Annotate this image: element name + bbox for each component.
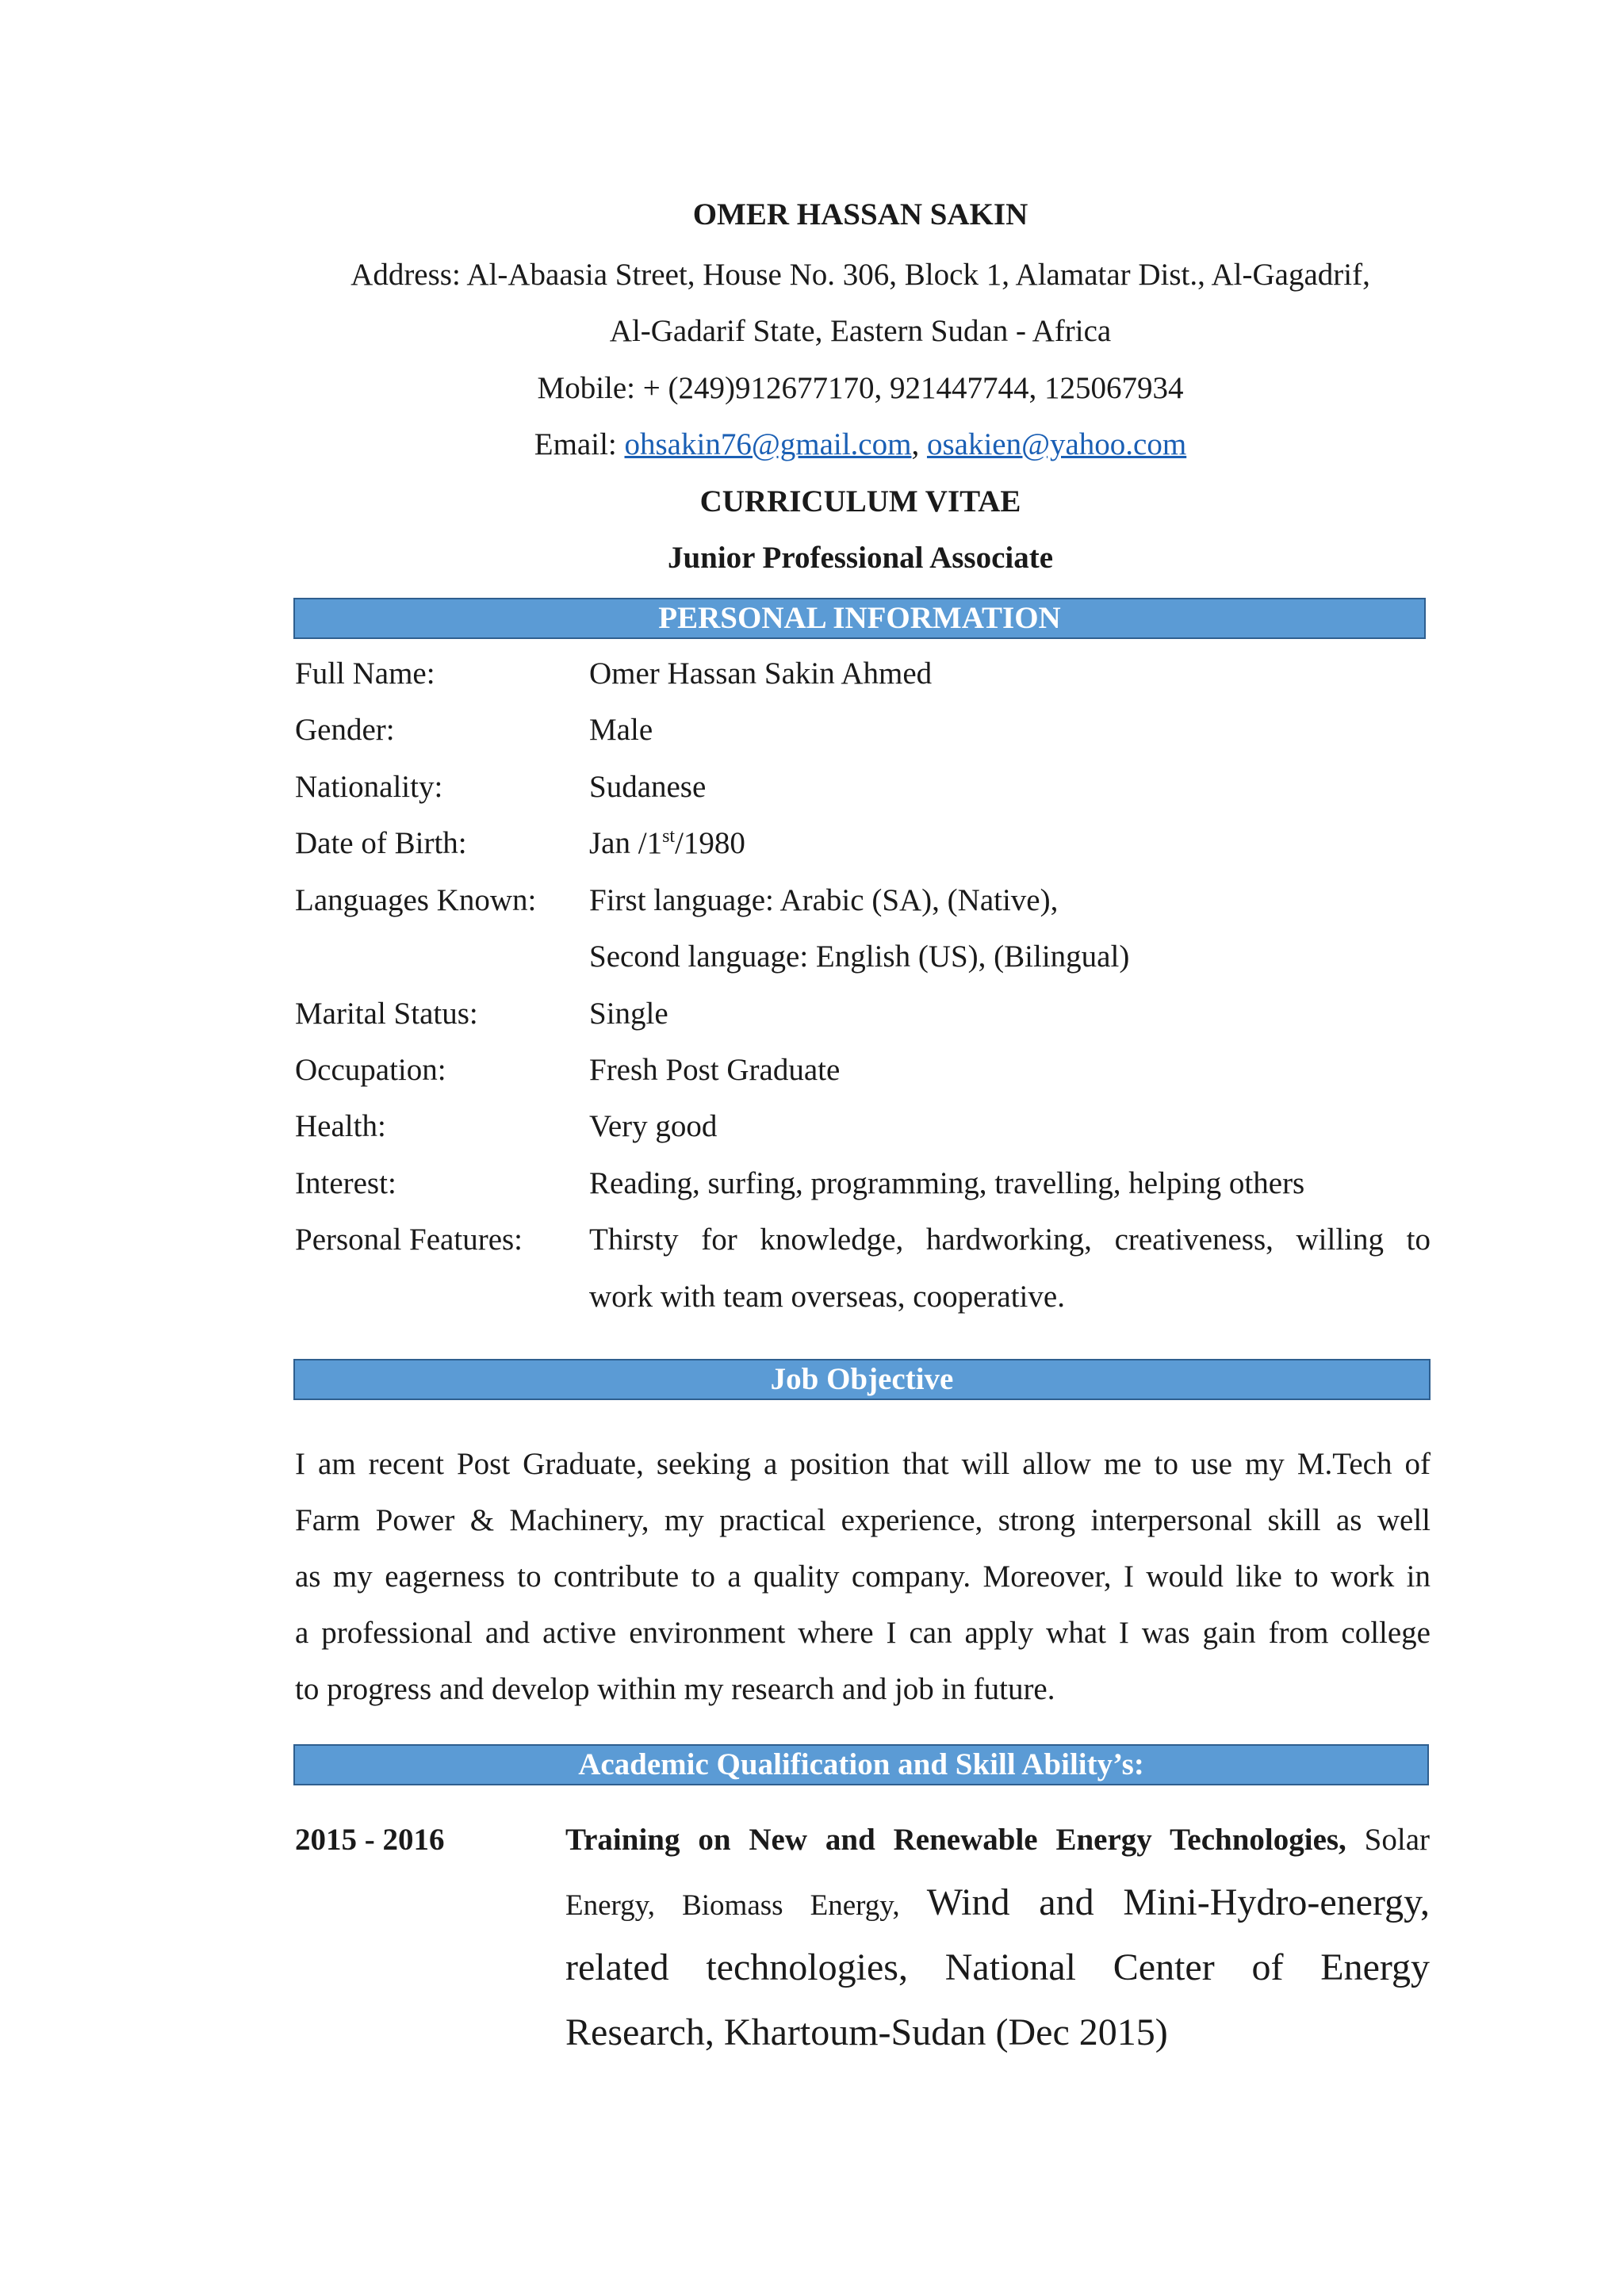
academic-title-rest: Solar bbox=[1346, 1823, 1430, 1857]
document-title: CURRICULUM VITAE bbox=[699, 484, 1021, 519]
dob-prefix: Jan /1 bbox=[589, 826, 663, 860]
row-label: Marital Status: bbox=[295, 997, 478, 1031]
academic-line-2-small: Energy, Biomass Energy, bbox=[565, 1889, 927, 1922]
row-value: Reading, surfing, programming, travelling, helping others bbox=[589, 1166, 1305, 1200]
row-value: work with team overseas, cooperative. bbox=[589, 1280, 1065, 1314]
paragraph-line: I am recent Post Graduate, seeking a position that will allow me to use my M.Tech of bbox=[295, 1447, 1431, 1481]
row-value: Fresh Post Graduate bbox=[589, 1053, 841, 1087]
row-label: Interest: bbox=[295, 1166, 396, 1200]
document-subtitle: Junior Professional Associate bbox=[667, 541, 1054, 575]
row-label: Personal Features: bbox=[295, 1223, 523, 1257]
academic-line-3: related technologies, National Center of Energy bbox=[565, 1946, 1430, 1988]
email-link-gmail[interactable]: ohsakin76@gmail.com bbox=[624, 427, 912, 461]
paragraph-line: to progress and develop within my research and job in future. bbox=[295, 1672, 1055, 1706]
address-line-1: Address: Al-Abaasia Street, House No. 306, Block 1, Alamatar Dist., Al-Gagadrif, bbox=[350, 258, 1370, 292]
section-heading-personal-information: PERSONAL INFORMATION bbox=[293, 598, 1426, 639]
email-link-yahoo[interactable]: osakien@yahoo.com bbox=[926, 427, 1187, 461]
row-value: Second language: English (US), (Bilingual) bbox=[589, 939, 1130, 974]
job-objective-paragraph bbox=[295, 1436, 1431, 1717]
email-separator: , bbox=[911, 427, 927, 461]
dob-suffix: /1980 bbox=[675, 826, 745, 860]
email-label: Email: bbox=[534, 427, 625, 461]
row-value: Omer Hassan Sakin Ahmed bbox=[589, 656, 933, 691]
row-value: First language: Arabic (SA), (Native), bbox=[589, 883, 1059, 917]
applicant-name: OMER HASSAN SAKIN bbox=[692, 197, 1028, 232]
row-value: Male bbox=[589, 713, 653, 747]
email-line bbox=[238, 425, 1483, 465]
academic-title: Training on New and Renewable Energy Technologies, bbox=[565, 1823, 1346, 1857]
academic-period: 2015 - 2016 bbox=[295, 1823, 445, 1857]
row-value: Single bbox=[589, 997, 668, 1031]
row-label: Nationality: bbox=[295, 770, 443, 804]
section-heading-academic: Academic Qualification and Skill Ability’s: bbox=[293, 1744, 1429, 1785]
mobile-numbers: Mobile: + (249)912677170, 921447744, 125067934 bbox=[537, 371, 1184, 405]
row-value: Sudanese bbox=[589, 770, 707, 804]
row-value bbox=[589, 824, 745, 863]
address-line-2: Al-Gadarif State, Eastern Sudan - Africa bbox=[609, 314, 1112, 348]
dob-superscript: st bbox=[662, 826, 676, 847]
academic-line-1 bbox=[565, 1820, 1430, 1860]
row-label: Gender: bbox=[295, 713, 395, 747]
row-label: Languages Known: bbox=[295, 883, 537, 917]
academic-line-4: Research, Khartoum-Sudan (Dec 2015) bbox=[565, 2011, 1168, 2053]
row-value: Very good bbox=[589, 1109, 718, 1143]
row-label: Health: bbox=[295, 1109, 386, 1143]
paragraph-line: a professional and active environment where I can apply what I was gain from college bbox=[295, 1616, 1431, 1650]
academic-line-2 bbox=[565, 1879, 1430, 1935]
paragraph-line: Farm Power & Machinery, my practical experience, strong interpersonal skill as well bbox=[295, 1503, 1431, 1537]
section-heading-job-objective: Job Objective bbox=[293, 1359, 1431, 1400]
row-label: Full Name: bbox=[295, 656, 435, 691]
row-label: Date of Birth: bbox=[295, 826, 467, 860]
paragraph-line: as my eagerness to contribute to a quality company. Moreover, I would like to work in bbox=[295, 1559, 1431, 1594]
row-label: Occupation: bbox=[295, 1053, 446, 1087]
academic-line-2-large: Wind and Mini-Hydro-energy, bbox=[926, 1881, 1430, 1923]
row-value: Thirsty for knowledge, hardworking, creativeness, willing to bbox=[589, 1223, 1431, 1257]
